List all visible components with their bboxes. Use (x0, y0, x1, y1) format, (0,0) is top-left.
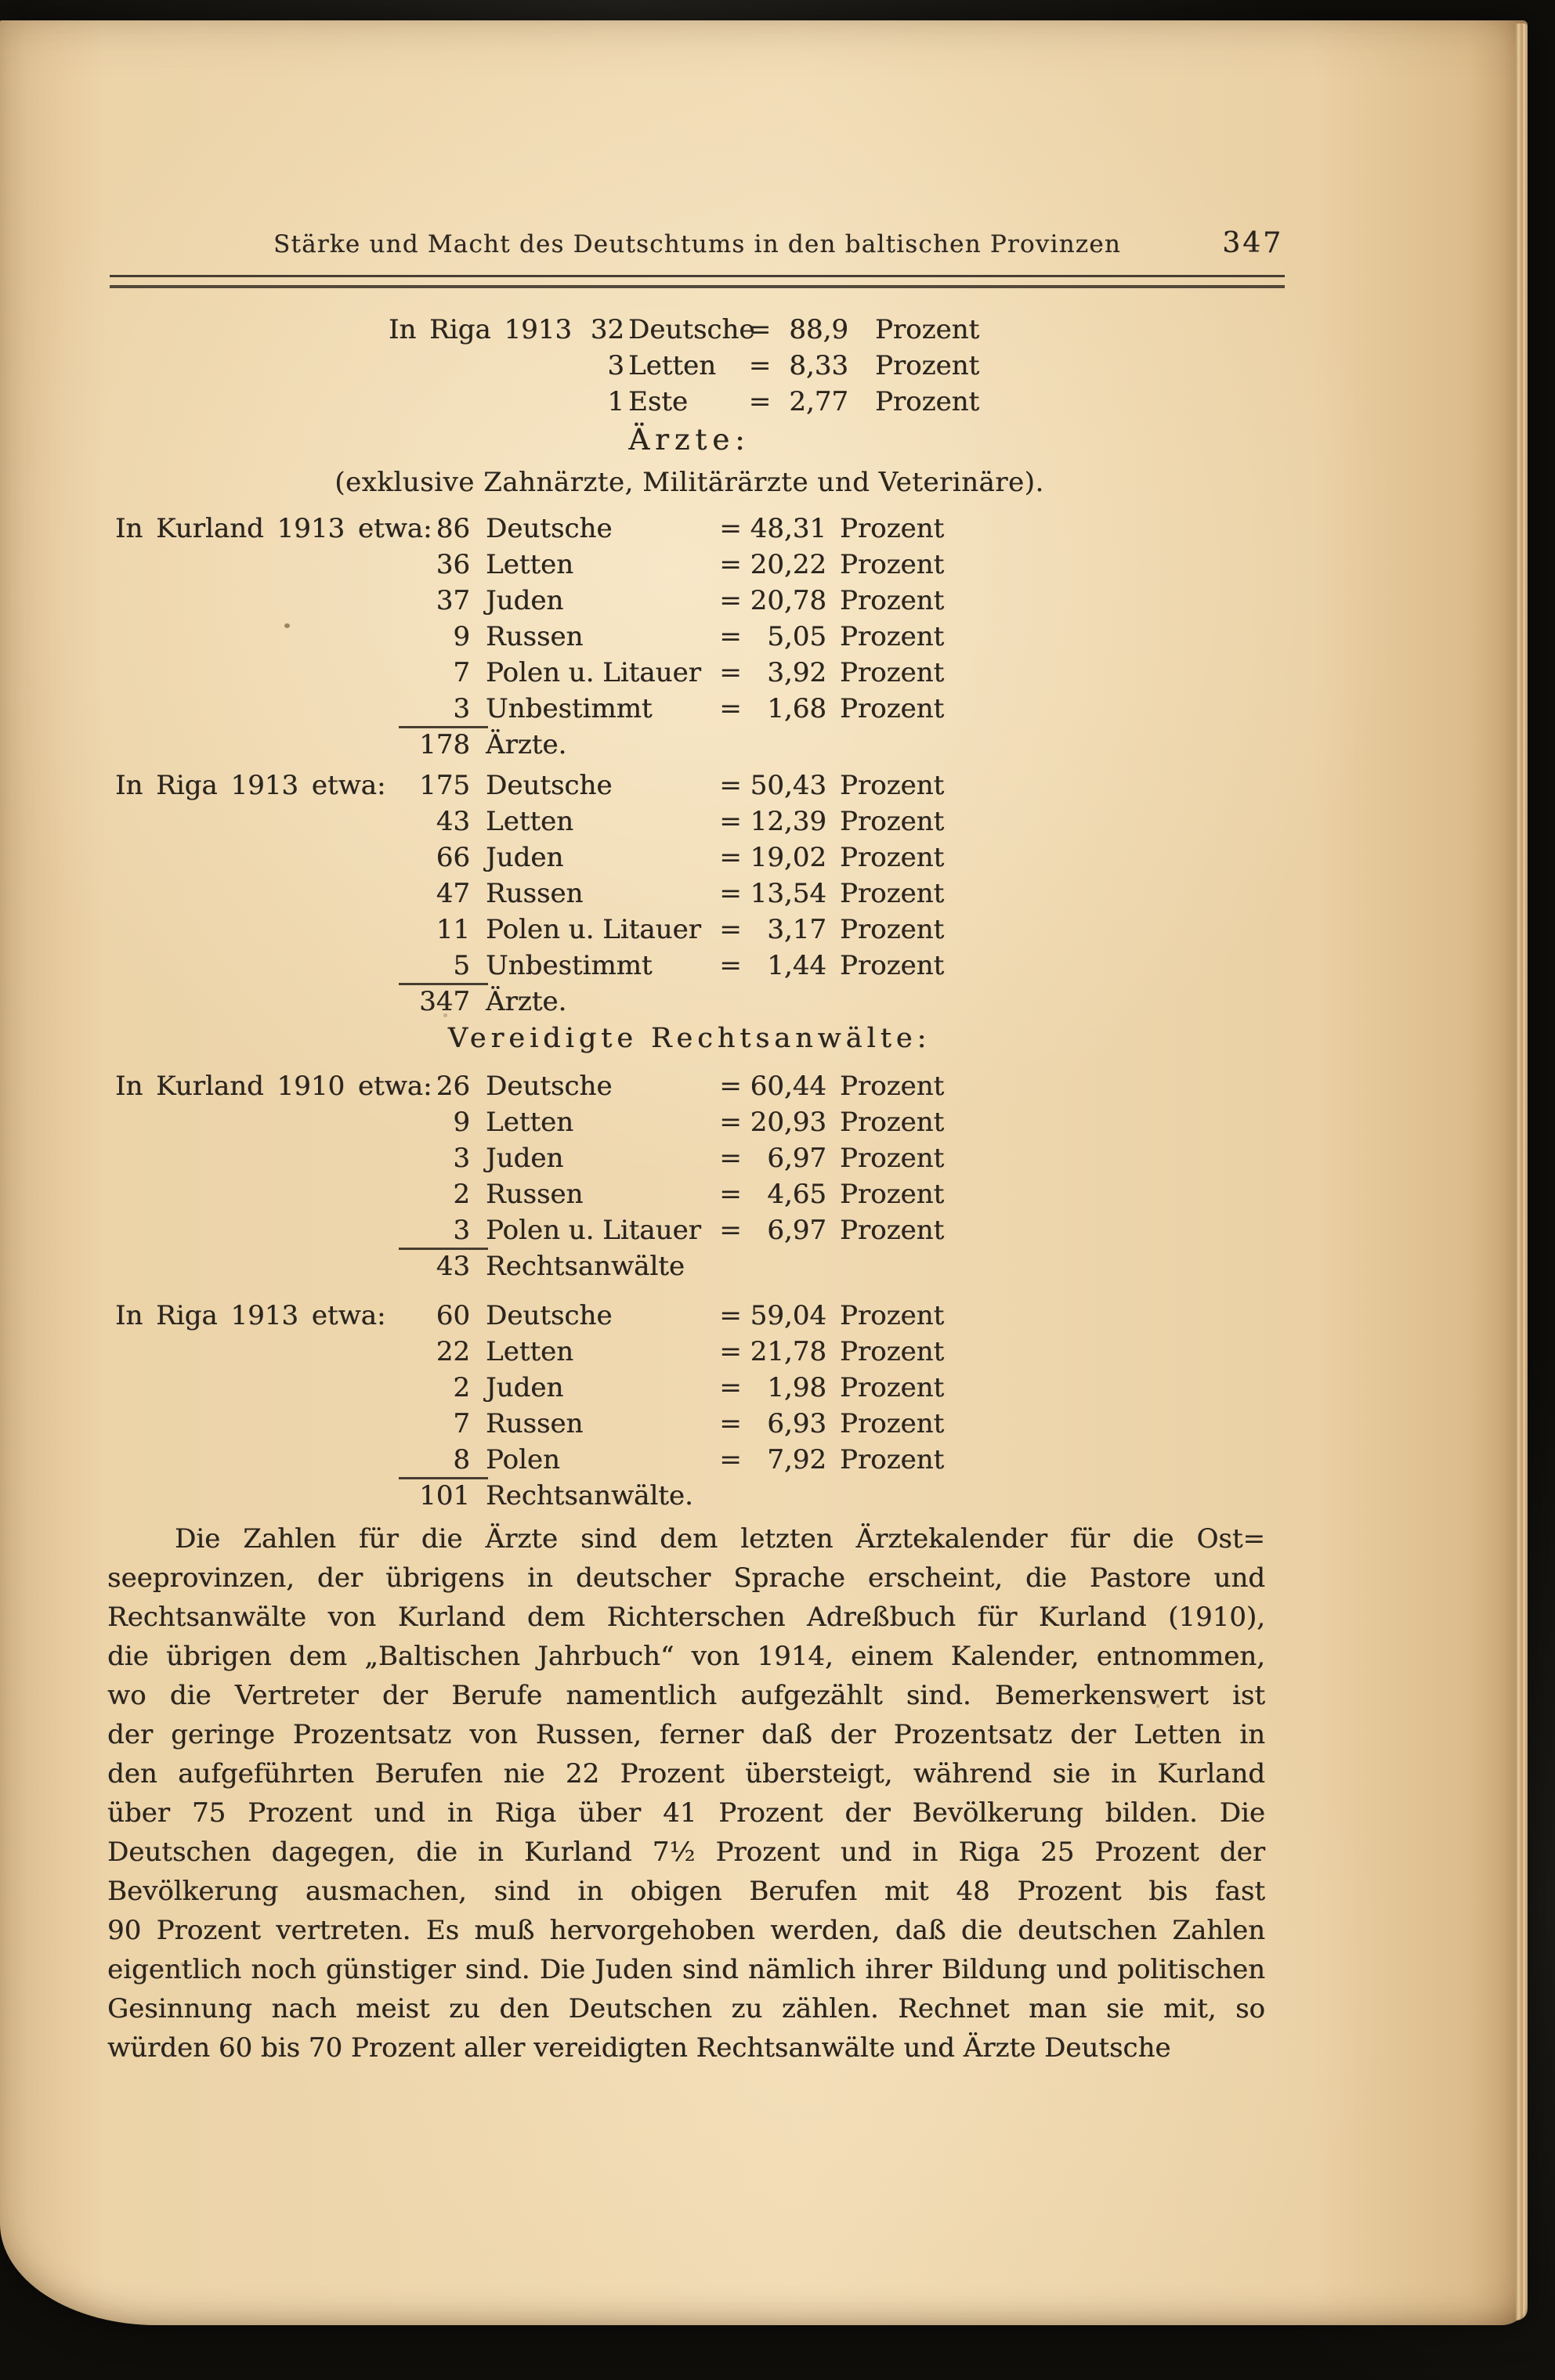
stat-total-row (115, 1248, 944, 1284)
row-value: 7,92 (767, 1444, 826, 1475)
row-count: 9 (453, 1107, 470, 1138)
row-value: 3,17 (767, 914, 826, 945)
row-intro: In Riga 1913 etwa: (115, 770, 386, 801)
row-unit: Prozent (840, 914, 945, 945)
row-value: 20,93 (750, 1107, 826, 1138)
total-count: 101 (419, 1480, 470, 1511)
stat-block-riga-1913-anwaelte (115, 1298, 944, 1514)
paragraph-line: der geringe Prozentsatz von Russen, ferner daß der Prozentsatz der Letten in (107, 1719, 1265, 1750)
equals-sign: = (719, 1336, 742, 1367)
equals-sign: = (719, 770, 742, 801)
stat-block-kurland-1910-anwaelte (115, 1068, 944, 1284)
row-value: 8,33 (789, 350, 848, 381)
stat-row (115, 1406, 944, 1442)
row-value: 2,77 (789, 386, 848, 417)
equals-sign: = (719, 1372, 742, 1403)
row-group: Polen u. Litauer (486, 657, 701, 688)
stat-row (115, 767, 944, 804)
row-unit: Prozent (840, 1408, 945, 1439)
stat-total-row (115, 984, 944, 1020)
total-count: 43 (436, 1251, 470, 1282)
stat-row (115, 1298, 944, 1334)
row-group: Deutsche (486, 513, 613, 544)
total-label: Ärzte. (486, 729, 567, 760)
row-count: 86 (436, 513, 470, 544)
row-value: 6,93 (767, 1408, 826, 1439)
running-header-title: Stärke und Macht des Deutschtums in den baltischen Provinzen (273, 230, 1121, 258)
row-unit: Prozent (840, 1215, 945, 1246)
row-group: Unbestimmt (486, 950, 653, 981)
row-unit: Prozent (840, 770, 945, 801)
row-unit: Prozent (840, 950, 945, 981)
row-group: Deutsche (486, 770, 613, 801)
paragraph-line: die übrigen dem „Baltischen Jahrbuch“ von 1914, einem Kalender, entnommen, (107, 1641, 1265, 1672)
row-unit: Prozent (840, 842, 945, 873)
equals-sign: = (719, 585, 742, 616)
row-group: Deutsche (486, 1300, 613, 1331)
stat-row (115, 691, 944, 727)
row-group: Juden (486, 1372, 564, 1403)
stat-row (115, 1212, 944, 1248)
equals-sign: = (719, 914, 742, 945)
equals-sign: = (719, 806, 742, 837)
row-value: 5,05 (767, 621, 826, 652)
stat-total-row (115, 1478, 944, 1514)
row-count: 43 (436, 806, 470, 837)
stat-row (115, 1442, 944, 1478)
stat-row (115, 912, 944, 948)
stat-row (115, 511, 944, 547)
row-group: Polen u. Litauer (486, 914, 701, 945)
equals-sign: = (748, 386, 772, 417)
row-value: 4,65 (767, 1179, 826, 1210)
row-group: Polen (486, 1444, 560, 1475)
stat-row (115, 804, 944, 840)
row-value: 1,68 (767, 693, 826, 724)
equals-sign: = (719, 842, 742, 873)
row-count: 36 (436, 549, 470, 580)
row-group: Deutsche (486, 1071, 613, 1102)
stat-row (115, 1176, 944, 1212)
row-group: Letten (486, 549, 574, 580)
row-value: 60,44 (750, 1071, 826, 1102)
row-value: 1,44 (767, 950, 826, 981)
stat-row (115, 547, 944, 583)
row-count: 32 (590, 314, 624, 345)
row-value: 48,31 (750, 513, 826, 544)
row-group: Juden (486, 1143, 564, 1174)
row-count: 9 (453, 621, 470, 652)
row-unit: Prozent (840, 806, 945, 837)
stat-row (115, 583, 944, 619)
equals-sign: = (719, 693, 742, 724)
row-unit: Prozent (840, 1444, 945, 1475)
row-count: 7 (453, 657, 470, 688)
row-value: 1,98 (767, 1372, 826, 1403)
equals-sign: = (719, 621, 742, 652)
equals-sign: = (719, 1444, 742, 1475)
paragraph-line: Bevölkerung ausmachen, sind in obigen Berufen mit 48 Prozent bis fast (107, 1876, 1265, 1907)
equals-sign: = (719, 1215, 742, 1246)
equals-sign: = (748, 314, 772, 345)
row-unit: Prozent (840, 1071, 945, 1102)
row-intro: In Kurland 1913 etwa: (115, 513, 432, 544)
stat-row (115, 1334, 944, 1370)
total-count: 347 (419, 986, 470, 1017)
row-count: 66 (436, 842, 470, 873)
row-unit: Prozent (840, 585, 945, 616)
stat-block-riga-1913-aerzte (115, 767, 944, 1020)
row-group: Juden (486, 585, 564, 616)
page-number: 347 (1222, 227, 1283, 259)
row-group: Russen (486, 621, 584, 652)
row-unit: Prozent (840, 1107, 945, 1138)
row-value: 59,04 (750, 1300, 826, 1331)
stat-row (389, 312, 979, 348)
row-count: 60 (436, 1300, 470, 1331)
row-group: Este (628, 386, 689, 417)
equals-sign: = (719, 1107, 742, 1138)
equals-sign: = (719, 950, 742, 981)
equals-sign: = (748, 350, 772, 381)
paragraph-line: Deutschen dagegen, die in Kurland 7½ Prozent und in Riga 25 Prozent der (107, 1836, 1265, 1868)
paragraph-line: den aufgeführten Berufen nie 22 Prozent übersteigt, während sie in Kurland (107, 1758, 1265, 1790)
total-label: Rechtsanwälte. (486, 1480, 693, 1511)
row-count: 5 (453, 950, 470, 981)
row-value: 50,43 (750, 770, 826, 801)
row-count: 11 (436, 914, 470, 945)
equals-sign: = (719, 1179, 742, 1210)
paragraph-line: wo die Vertreter der Berufe namentlich aufgezählt sind. Bemerkenswert ist (107, 1680, 1265, 1711)
stat-row (115, 1140, 944, 1176)
row-group: Polen u. Litauer (486, 1215, 701, 1246)
row-unit: Prozent (840, 693, 945, 724)
row-value: 12,39 (750, 806, 826, 837)
stat-total-row (115, 727, 944, 763)
row-unit: Prozent (840, 513, 945, 544)
row-count: 22 (436, 1336, 470, 1367)
row-count: 37 (436, 585, 470, 616)
row-count: 2 (453, 1179, 470, 1210)
paragraph-line: würden 60 bis 70 Prozent aller vereidigten Rechtsanwälte und Ärzte Deutsche (107, 2032, 1171, 2064)
row-count: 1 (607, 386, 624, 417)
equals-sign: = (719, 1071, 742, 1102)
equals-sign: = (719, 878, 742, 909)
paragraph-line: Die Zahlen für die Ärzte sind dem letzten Ärztekalender für die Ost= (175, 1523, 1265, 1555)
section-heading-aerzte: Ärzte: (628, 423, 750, 457)
row-unit: Prozent (840, 1336, 945, 1367)
row-count: 3 (607, 350, 624, 381)
equals-sign: = (719, 1143, 742, 1174)
row-group: Deutsche (628, 314, 755, 345)
row-value: 88,9 (789, 314, 848, 345)
stat-row (115, 840, 944, 876)
row-value: 20,78 (750, 585, 826, 616)
total-label: Ärzte. (486, 986, 567, 1017)
row-group: Letten (628, 350, 717, 381)
row-count: 3 (453, 1143, 470, 1174)
paragraph-line: eigentlich noch günstiger sind. Die Juden sind nämlich ihrer Bildung und politischen (107, 1954, 1265, 1985)
section-subheading-aerzte: (exklusive Zahnärzte, Militärärzte und Veterinäre). (335, 467, 1044, 498)
stat-row (115, 1104, 944, 1140)
row-unit: Prozent (840, 1143, 945, 1174)
stat-row (115, 876, 944, 912)
stat-row (115, 1370, 944, 1406)
row-group: Russen (486, 1408, 584, 1439)
row-group: Russen (486, 878, 584, 909)
total-label: Rechtsanwälte (486, 1251, 685, 1282)
row-group: Letten (486, 806, 574, 837)
row-value: 6,97 (767, 1143, 826, 1174)
row-count: 3 (453, 1215, 470, 1246)
running-header (110, 227, 1285, 259)
row-value: 3,92 (767, 657, 826, 688)
equals-sign: = (719, 1300, 742, 1331)
row-intro: In Riga 1913 (389, 314, 572, 345)
stat-row (115, 655, 944, 691)
equals-sign: = (719, 549, 742, 580)
row-unit: Prozent (875, 350, 980, 381)
row-value: 13,54 (750, 878, 826, 909)
row-unit: Prozent (840, 657, 945, 688)
row-unit: Prozent (840, 1372, 945, 1403)
row-unit: Prozent (875, 386, 980, 417)
row-intro: In Kurland 1910 etwa: (115, 1071, 432, 1102)
row-unit: Prozent (840, 621, 945, 652)
row-count: 7 (453, 1408, 470, 1439)
row-count: 175 (419, 770, 470, 801)
paragraph-line: seeprovinzen, der übrigens in deutscher Sprache erscheint, die Pastore und (107, 1562, 1265, 1594)
row-value: 6,97 (767, 1215, 826, 1246)
paragraph-line: Rechtsanwälte von Kurland dem Richterschen Adreßbuch für Kurland (1910), (107, 1602, 1265, 1633)
row-value: 20,22 (750, 549, 826, 580)
row-group: Letten (486, 1336, 574, 1367)
stat-row (389, 384, 979, 420)
row-value: 21,78 (750, 1336, 826, 1367)
equals-sign: = (719, 657, 742, 688)
header-double-rule (110, 275, 1285, 288)
row-unit: Prozent (840, 1179, 945, 1210)
stat-block-riga-1913-intro (389, 312, 979, 420)
row-count: 8 (453, 1444, 470, 1475)
paragraph-line: 90 Prozent vertreten. Es muß hervorgehoben werden, daß die deutschen Zahlen (107, 1915, 1265, 1946)
stat-row (115, 619, 944, 655)
paragraph-line: Gesinnung nach meist zu den Deutschen zu zählen. Rechnet man sie mit, so (107, 1993, 1265, 2024)
stat-row (115, 1068, 944, 1104)
equals-sign: = (719, 1408, 742, 1439)
stat-row (115, 948, 944, 984)
row-unit: Prozent (840, 878, 945, 909)
section-heading-rechtsanwaelte: Vereidigte Rechtsanwälte: (447, 1023, 931, 1054)
row-group: Russen (486, 1179, 584, 1210)
row-unit: Prozent (840, 549, 945, 580)
row-count: 2 (453, 1372, 470, 1403)
row-unit: Prozent (840, 1300, 945, 1331)
stat-block-kurland-1913-aerzte (115, 511, 944, 763)
row-count: 3 (453, 693, 470, 724)
paragraph-line: über 75 Prozent und in Riga über 41 Prozent der Bevölkerung bilden. Die (107, 1797, 1265, 1829)
row-value: 19,02 (750, 842, 826, 873)
row-group: Unbestimmt (486, 693, 653, 724)
row-group: Juden (486, 842, 564, 873)
row-intro: In Riga 1913 etwa: (115, 1300, 386, 1331)
page-stack-edge (1516, 23, 1528, 2320)
equals-sign: = (719, 513, 742, 544)
body-paragraph (107, 1519, 1265, 2068)
total-count: 178 (419, 729, 470, 760)
row-group: Letten (486, 1107, 574, 1138)
row-unit: Prozent (875, 314, 980, 345)
row-count: 26 (436, 1071, 470, 1102)
stat-row (389, 348, 979, 384)
row-count: 47 (436, 878, 470, 909)
